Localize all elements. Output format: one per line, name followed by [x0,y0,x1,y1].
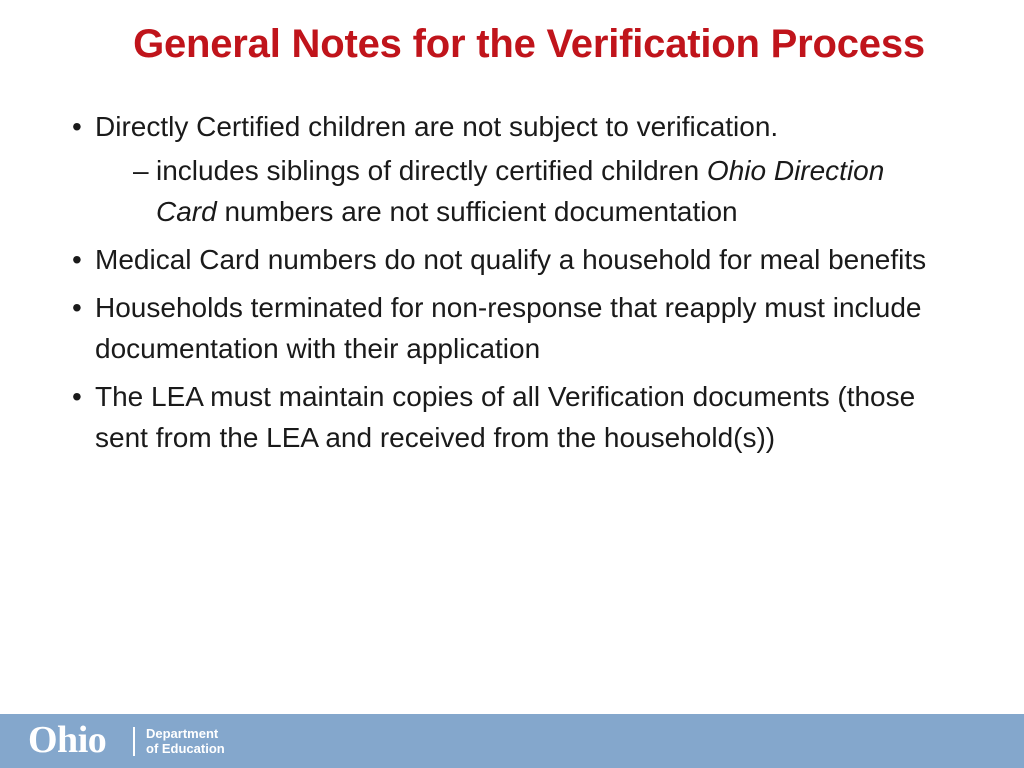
sub-bullet-text-italic: Ohio Direction Card [156,155,885,227]
ohio-logo-word: Ohio [28,719,107,761]
sub-bullet-text-end: numbers are not sufficient documentation [216,196,738,227]
department-of-education-label [146,726,225,756]
logo-line-1: Department [146,726,219,741]
bullet-item-lea-copies [72,376,972,458]
slide-title: General Notes for the Verification Process [133,22,925,66]
bullet-text: Medical Card numbers do not qualify a household for meal benefits [95,244,927,275]
logo-divider [133,727,135,756]
bullet-item-non-response [72,287,972,369]
bullet-item-direct-cert [72,106,972,232]
sub-bullet-text-start: includes siblings of directly certified children [156,155,707,186]
bullet-item-medical-card [72,239,972,280]
bullet-text: The LEA must maintain copies of all Verification documents (those sent from the LEA and received from the household(s)) [95,381,916,453]
sub-bullet-item-siblings [133,150,936,232]
footer-bar [0,714,1024,768]
bullet-text: Households terminated for non-response that reapply must include documentation with their application [95,292,922,364]
bullet-text: Directly Certified children are not subject to verification. [95,111,779,142]
sub-bullet-list [95,150,972,232]
bullet-list [72,106,972,465]
logo-line-2: of Education [146,741,225,756]
